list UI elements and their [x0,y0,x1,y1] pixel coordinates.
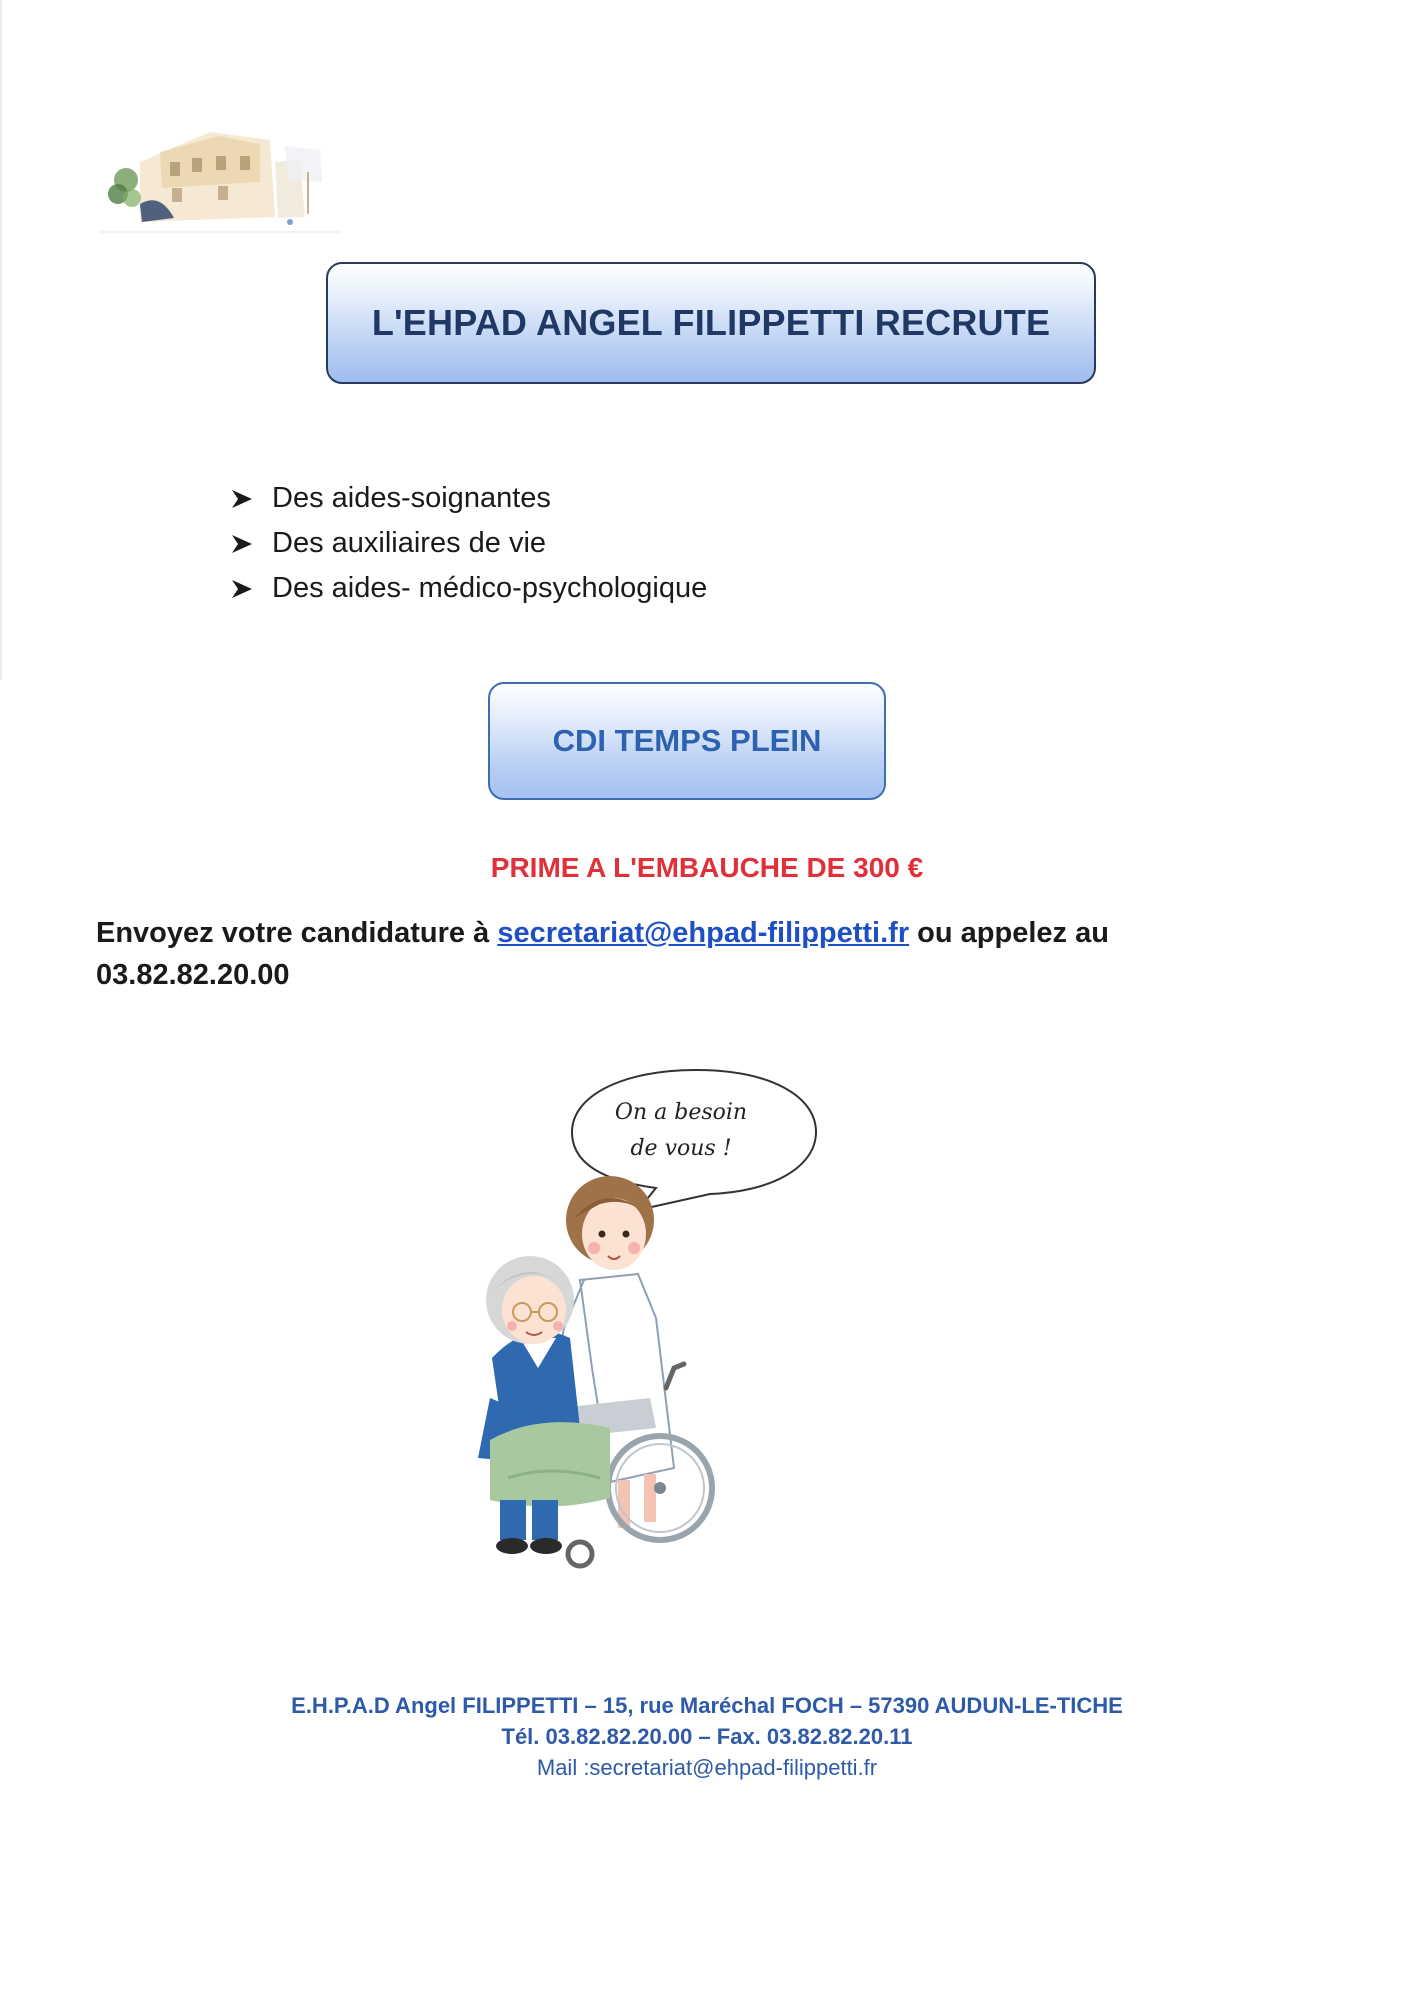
title-banner [326,262,1096,384]
contract-label: CDI TEMPS PLEIN [552,723,822,758]
contract-banner [488,682,886,800]
footer-address: E.H.P.A.D Angel FILIPPETTI – 15, rue Maréchal FOCH – 57390 AUDUN-LE-TICHE [291,1693,1123,1718]
phone-number: 03.82.82.20.00 [96,959,290,991]
speech-bubble-text [576,1095,786,1167]
page-title: L'EHPAD ANGEL FILIPPETTI RECRUTE [371,302,1051,343]
ehpad-building-logo [100,122,340,244]
footer-mail: Mail :secretariat@ehpad-filippetti.fr [536,1755,878,1780]
speech-line: de vous ! [630,1136,732,1161]
footer-contact [0,1690,1414,1783]
list-item [230,521,707,566]
apply-middle: ou appelez au [909,917,1109,949]
hiring-bonus: PRIME A L'EMBAUCHE DE 300 € [490,852,924,883]
positions-list [230,476,707,611]
position-label: Des aides-soignantes [272,482,551,514]
arrowhead-bullet-icon [230,577,254,601]
arrowhead-bullet-icon [230,487,254,511]
speech-line: On a besoin [614,1100,748,1125]
list-item [230,566,707,611]
application-instructions [96,912,1316,996]
list-item [230,476,707,521]
email-link[interactable]: secretariat@ehpad-filippetti.fr [497,917,910,949]
footer-phones: Tél. 03.82.82.20.00 – Fax. 03.82.82.20.11 [501,1724,913,1749]
position-label: Des auxiliaires de vie [272,527,547,559]
apply-prefix: Envoyez votre candidature à [96,917,498,949]
arrowhead-bullet-icon [230,532,254,556]
scan-edge-shade [0,0,3,680]
position-label: Des aides- médico-psychologique [272,572,708,604]
